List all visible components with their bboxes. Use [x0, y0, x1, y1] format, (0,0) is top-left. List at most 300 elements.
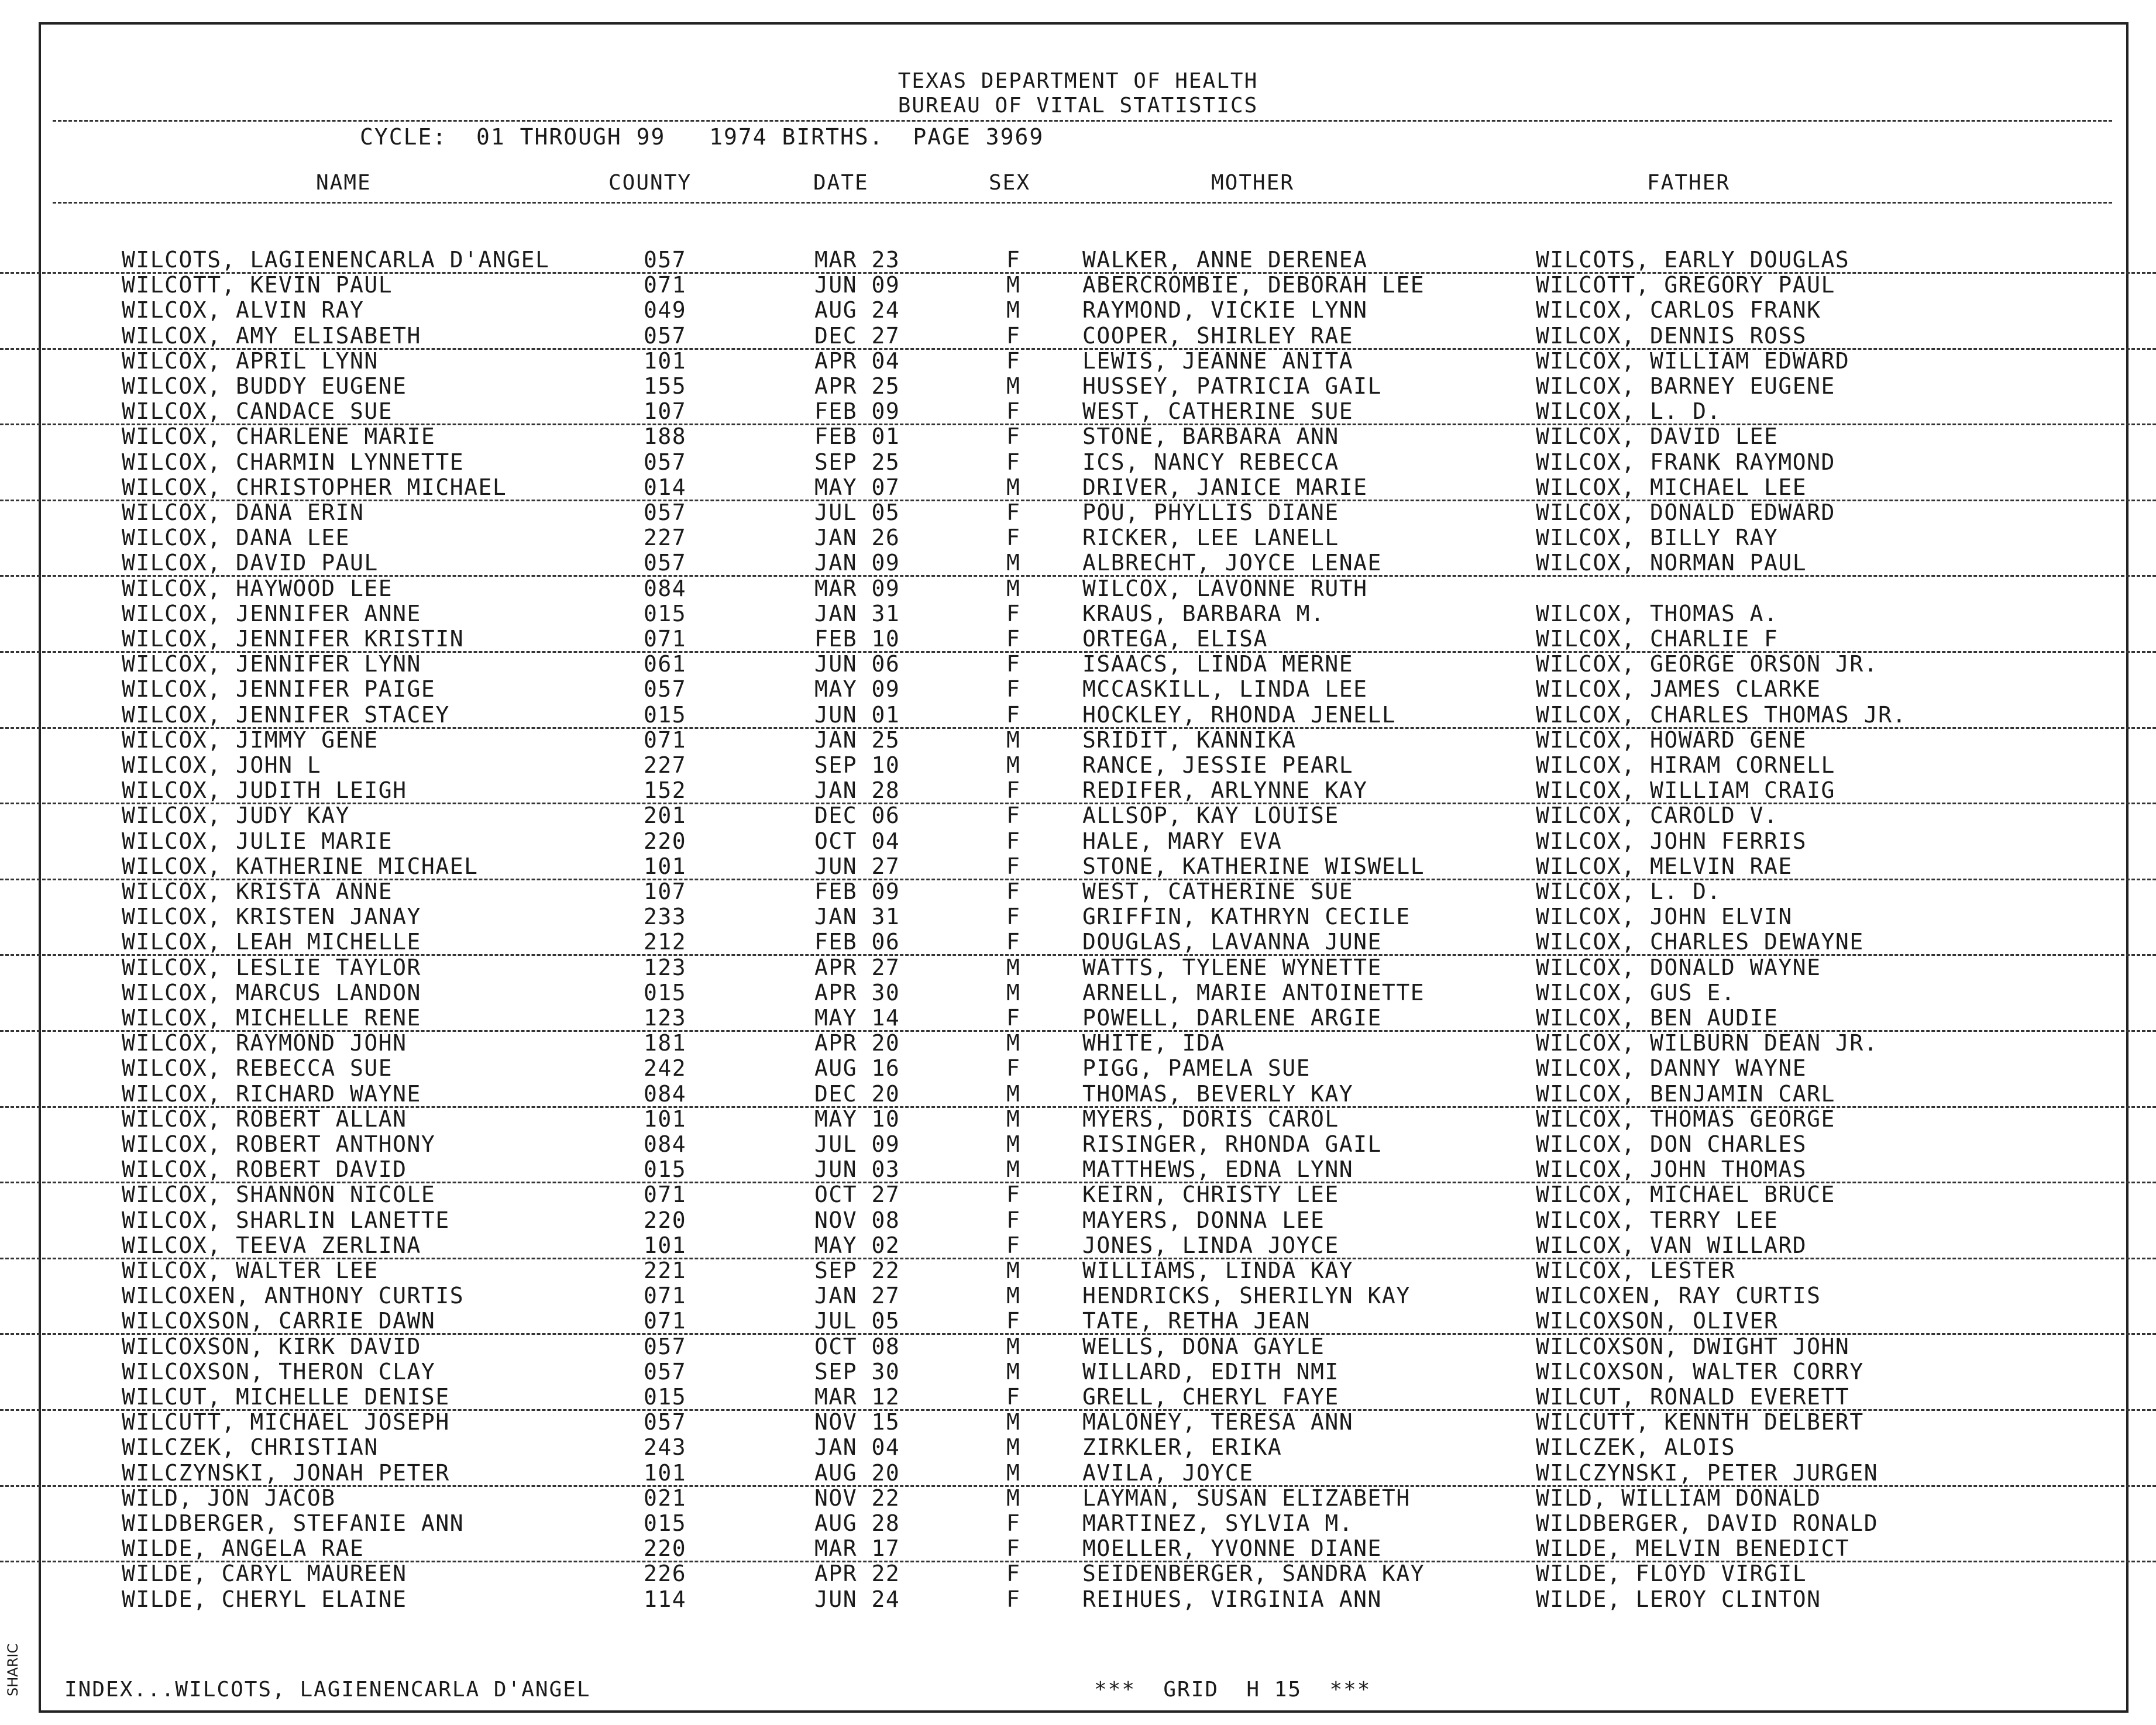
- record-row: [0, 904, 2156, 929]
- record-row: [0, 955, 2156, 980]
- record-sex: F: [1006, 1586, 1021, 1612]
- record-father: WILCOX, GUS E.: [1536, 979, 1736, 1006]
- record-date: JAN 09: [814, 550, 900, 576]
- record-mother: RICKER, LEE LANELL: [1082, 525, 1339, 551]
- record-father: WILCOTS, EARLY DOUGLAS: [1536, 247, 1850, 273]
- record-county: 084: [644, 575, 687, 601]
- record-father: WILCOX, CHARLES THOMAS JR.: [1536, 701, 1907, 728]
- record-sex: F: [1006, 626, 1021, 652]
- record-name: WILCOX, CHARLENE MARIE: [122, 423, 436, 450]
- record-name: WILCOX, JENNIFER STACEY: [122, 701, 450, 728]
- record-county: 114: [644, 1586, 687, 1612]
- record-name: WILCOX, CANDACE SUE: [122, 398, 393, 425]
- record-county: 221: [644, 1258, 687, 1283]
- record-date: JAN 26: [814, 525, 900, 551]
- record-date: DEC 20: [814, 1080, 900, 1107]
- record-name: WILCOX, JENNIFER KRISTIN: [122, 626, 465, 652]
- record-name: WILD, JON JACOB: [122, 1485, 336, 1511]
- record-sex: F: [1006, 1182, 1021, 1208]
- record-mother: REDIFER, ARLYNNE KAY: [1082, 777, 1368, 804]
- record-county: 220: [644, 1207, 687, 1233]
- record-name: WILCZEK, CHRISTIAN: [122, 1434, 379, 1461]
- record-row: [0, 676, 2156, 701]
- record-row: [0, 1182, 2156, 1207]
- record-county: 227: [644, 525, 687, 551]
- record-name: WILCOX, RAYMOND JOHN: [122, 1030, 407, 1056]
- record-mother: ORTEGA, ELISA: [1082, 626, 1268, 652]
- record-name: WILCOX, MARCUS LANDON: [122, 979, 421, 1006]
- record-sex: M: [1006, 1106, 1021, 1132]
- record-row: [0, 272, 2156, 297]
- record-county: 220: [644, 828, 687, 854]
- record-sex: M: [1006, 550, 1021, 576]
- record-date: SEP 22: [814, 1258, 900, 1283]
- record-row: [0, 1005, 2156, 1032]
- index-footer: INDEX...WILCOTS, LAGIENENCARLA D'ANGEL: [64, 1678, 591, 1702]
- record-row: [0, 853, 2156, 880]
- record-father: WILCOX, JOHN FERRIS: [1536, 828, 1807, 854]
- record-mother: WILCOX, LAVONNE RUTH: [1082, 575, 1368, 601]
- record-sex: F: [1006, 1005, 1021, 1031]
- record-father: WILCOX, JOHN ELVIN: [1536, 904, 1793, 930]
- record-father: WILCZYNSKI, PETER JURGEN: [1536, 1459, 1879, 1486]
- record-row: [0, 879, 2156, 904]
- record-mother: POU, PHYLLIS DIANE: [1082, 500, 1339, 525]
- record-name: WILCOXSON, THERON CLAY: [122, 1358, 436, 1385]
- record-county: 212: [644, 929, 687, 955]
- record-row: [0, 1460, 2156, 1487]
- record-county: 015: [644, 1384, 687, 1410]
- record-father: WILCOX, CHARLIE F: [1536, 626, 1779, 652]
- column-header-divider: [53, 202, 2112, 204]
- col-header-date: DATE: [813, 171, 869, 195]
- record-date: JUN 09: [814, 272, 900, 298]
- record-father: WILCOX, MICHAEL LEE: [1536, 474, 1807, 500]
- record-sex: M: [1006, 1459, 1021, 1486]
- col-header-name: NAME: [316, 171, 372, 195]
- record-name: WILCOX, JULIE MARIE: [122, 828, 393, 854]
- record-row: [0, 1081, 2156, 1108]
- record-name: WILCOX, JOHN L: [122, 752, 322, 778]
- record-county: 152: [644, 777, 687, 804]
- record-name: WILCZYNSKI, JONAH PETER: [122, 1459, 450, 1486]
- record-county: 226: [644, 1561, 687, 1587]
- record-name: WILDE, CHERYL ELAINE: [122, 1586, 407, 1612]
- record-sex: F: [1006, 398, 1021, 425]
- record-father: WILCOX, THOMAS GEORGE: [1536, 1106, 1835, 1132]
- record-row: [0, 474, 2156, 501]
- record-name: WILCOX, DANA LEE: [122, 525, 350, 551]
- record-county: 071: [644, 1283, 687, 1309]
- record-row: [0, 348, 2156, 373]
- record-date: MAR 09: [814, 575, 900, 601]
- record-date: APR 04: [814, 347, 900, 374]
- record-county: 057: [644, 1358, 687, 1385]
- col-header-father: FATHER: [1647, 171, 1731, 195]
- record-date: MAR 23: [814, 247, 900, 273]
- record-date: JUN 06: [814, 651, 900, 677]
- record-county: 084: [644, 1131, 687, 1157]
- record-name: WILCOX, JUDITH LEIGH: [122, 777, 407, 804]
- record-mother: LAYMAN, SUSAN ELIZABETH: [1082, 1485, 1411, 1511]
- record-row: [0, 576, 2156, 601]
- record-sex: F: [1006, 929, 1021, 955]
- record-father: WILCOXSON, WALTER CORRY: [1536, 1358, 1864, 1385]
- record-date: JAN 25: [814, 727, 900, 753]
- record-mother: WHITE, IDA: [1082, 1030, 1225, 1056]
- record-county: 101: [644, 1459, 687, 1486]
- record-name: WILCOX, RICHARD WAYNE: [122, 1080, 421, 1107]
- record-date: JAN 31: [814, 904, 900, 930]
- record-sex: F: [1006, 1561, 1021, 1587]
- record-sex: F: [1006, 347, 1021, 374]
- record-sex: F: [1006, 525, 1021, 551]
- record-mother: ZIRKLER, ERIKA: [1082, 1434, 1282, 1461]
- record-father: WILCOX, DONALD WAYNE: [1536, 954, 1821, 980]
- record-father: WILDBERGER, DAVID RONALD: [1536, 1510, 1879, 1536]
- record-date: JUN 03: [814, 1156, 900, 1183]
- record-row: [0, 1535, 2156, 1562]
- record-date: MAR 17: [814, 1535, 900, 1562]
- record-date: SEP 25: [814, 449, 900, 475]
- record-date: APR 27: [814, 954, 900, 980]
- record-date: JAN 31: [814, 600, 900, 626]
- record-name: WILDE, CARYL MAUREEN: [122, 1561, 407, 1587]
- record-row: [0, 777, 2156, 804]
- record-sex: M: [1006, 1409, 1021, 1435]
- record-row: [0, 449, 2156, 474]
- record-sex: F: [1006, 449, 1021, 475]
- record-row: [0, 1510, 2156, 1535]
- record-mother: MATTHEWS, EDNA LYNN: [1082, 1156, 1354, 1183]
- record-county: 123: [644, 1005, 687, 1031]
- record-county: 101: [644, 347, 687, 374]
- record-mother: SRIDIT, KANNIKA: [1082, 727, 1297, 753]
- record-father: WILCOTT, GREGORY PAUL: [1536, 272, 1835, 298]
- col-header-sex: SEX: [989, 171, 1031, 195]
- record-father: WILCOX, WILBURN DEAN JR.: [1536, 1030, 1879, 1056]
- record-mother: JONES, LINDA JOYCE: [1082, 1232, 1339, 1258]
- record-row: [0, 626, 2156, 653]
- record-sex: F: [1006, 1510, 1021, 1536]
- record-name: WILCOX, AMY ELISABETH: [122, 322, 421, 349]
- record-mother: ISAACS, LINDA MERNE: [1082, 651, 1354, 677]
- record-name: WILCUT, MICHELLE DENISE: [122, 1384, 450, 1410]
- record-name: WILCOX, ROBERT ANTHONY: [122, 1131, 436, 1157]
- record-father: WILCOX, LESTER: [1536, 1258, 1736, 1283]
- record-sex: F: [1006, 1384, 1021, 1410]
- record-mother: SEIDENBERGER, SANDRA KAY: [1082, 1561, 1425, 1587]
- record-row: [0, 651, 2156, 676]
- record-county: 015: [644, 600, 687, 626]
- record-sex: F: [1006, 1055, 1021, 1082]
- record-row: [0, 500, 2156, 525]
- record-date: DEC 27: [814, 322, 900, 349]
- record-mother: STONE, BARBARA ANN: [1082, 423, 1339, 450]
- record-row: [0, 1106, 2156, 1131]
- record-county: 220: [644, 1535, 687, 1562]
- record-mother: WILLIAMS, LINDA KAY: [1082, 1258, 1354, 1283]
- record-father: WILCOX, WILLIAM EDWARD: [1536, 347, 1850, 374]
- record-date: JAN 28: [814, 777, 900, 804]
- record-mother: REIHUES, VIRGINIA ANN: [1082, 1586, 1382, 1612]
- record-mother: WATTS, TYLENE WYNETTE: [1082, 954, 1382, 980]
- record-name: WILCOTT, KEVIN PAUL: [122, 272, 393, 298]
- record-row: [0, 1308, 2156, 1335]
- record-sex: F: [1006, 247, 1021, 273]
- record-father: WILCOX, TERRY LEE: [1536, 1207, 1779, 1233]
- record-date: FEB 09: [814, 879, 900, 904]
- record-sex: M: [1006, 1156, 1021, 1183]
- record-date: OCT 04: [814, 828, 900, 854]
- record-name: WILCOX, BUDDY EUGENE: [122, 373, 407, 399]
- record-father: WILCOX, WILLIAM CRAIG: [1536, 777, 1835, 804]
- record-mother: ABERCROMBIE, DEBORAH LEE: [1082, 272, 1425, 298]
- cycle-line: CYCLE: 01 THROUGH 99 1974 BIRTHS. PAGE 3969: [360, 124, 1044, 150]
- record-date: NOV 22: [814, 1485, 900, 1511]
- record-mother: THOMAS, BEVERLY KAY: [1082, 1080, 1354, 1107]
- record-date: FEB 10: [814, 626, 900, 652]
- record-mother: STONE, KATHERINE WISWELL: [1082, 853, 1425, 879]
- record-name: WILCUTT, MICHAEL JOSEPH: [122, 1409, 450, 1435]
- record-name: WILCOX, DANA ERIN: [122, 500, 365, 525]
- record-mother: PIGG, PAMELA SUE: [1082, 1055, 1311, 1082]
- record-father: WILCOXEN, RAY CURTIS: [1536, 1283, 1821, 1309]
- record-mother: COOPER, SHIRLEY RAE: [1082, 322, 1354, 349]
- record-mother: KRAUS, BARBARA M.: [1082, 600, 1325, 626]
- record-county: 057: [644, 676, 687, 703]
- record-father: WILCOXSON, OLIVER: [1536, 1308, 1779, 1334]
- record-father: WILCOX, CHARLES DEWAYNE: [1536, 929, 1864, 955]
- record-row: [0, 1561, 2156, 1586]
- record-father: WILCOX, CARLOS FRANK: [1536, 297, 1821, 323]
- record-date: JUN 27: [814, 853, 900, 879]
- record-date: OCT 27: [814, 1182, 900, 1208]
- record-county: 107: [644, 398, 687, 425]
- record-father: WILCOX, MICHAEL BRUCE: [1536, 1182, 1835, 1208]
- record-date: MAY 07: [814, 474, 900, 500]
- record-father: WILCOX, DAVID LEE: [1536, 423, 1779, 450]
- record-date: OCT 08: [814, 1333, 900, 1359]
- record-sex: M: [1006, 1358, 1021, 1385]
- record-sex: F: [1006, 676, 1021, 703]
- header-bureau: BUREAU OF VITAL STATISTICS: [898, 94, 1258, 118]
- record-mother: RAYMOND, VICKIE LYNN: [1082, 297, 1368, 323]
- record-mother: ALBRECHT, JOYCE LENAE: [1082, 550, 1382, 576]
- record-sex: F: [1006, 1232, 1021, 1258]
- record-father: WILCOX, CAROLD V.: [1536, 803, 1779, 829]
- record-county: 071: [644, 272, 687, 298]
- record-mother: ARNELL, MARIE ANTOINETTE: [1082, 979, 1425, 1006]
- record-mother: POWELL, DARLENE ARGIE: [1082, 1005, 1382, 1031]
- record-row: [0, 1232, 2156, 1259]
- record-county: 101: [644, 1232, 687, 1258]
- record-date: APR 30: [814, 979, 900, 1006]
- col-header-county: COUNTY: [608, 171, 692, 195]
- record-mother: MAYERS, DONNA LEE: [1082, 1207, 1325, 1233]
- record-mother: ALLSOP, KAY LOUISE: [1082, 803, 1339, 829]
- record-row: [0, 803, 2156, 828]
- record-sex: M: [1006, 297, 1021, 323]
- record-row: [0, 1030, 2156, 1055]
- record-date: JUL 05: [814, 500, 900, 525]
- record-sex: M: [1006, 272, 1021, 298]
- record-sex: M: [1006, 474, 1021, 500]
- record-sex: M: [1006, 1333, 1021, 1359]
- record-row: [0, 980, 2156, 1005]
- record-name: WILDBERGER, STEFANIE ANN: [122, 1510, 465, 1536]
- record-row: [0, 1434, 2156, 1459]
- record-father: WILCOX, FRANK RAYMOND: [1536, 449, 1835, 475]
- record-name: WILCOX, DAVID PAUL: [122, 550, 379, 576]
- record-sex: F: [1006, 423, 1021, 450]
- record-county: 107: [644, 879, 687, 904]
- record-county: 201: [644, 803, 687, 829]
- record-date: MAY 09: [814, 676, 900, 703]
- record-county: 181: [644, 1030, 687, 1056]
- record-county: 021: [644, 1485, 687, 1511]
- record-name: WILCOX, SHARLIN LANETTE: [122, 1207, 450, 1233]
- record-father: WILCOX, DANNY WAYNE: [1536, 1055, 1807, 1082]
- record-sex: F: [1006, 1308, 1021, 1334]
- record-date: AUG 20: [814, 1459, 900, 1486]
- record-father: WILCOX, BEN AUDIE: [1536, 1005, 1779, 1031]
- record-row: [0, 1207, 2156, 1232]
- record-father: WILCOX, VAN WILLARD: [1536, 1232, 1807, 1258]
- record-county: 057: [644, 1333, 687, 1359]
- record-father: WILCOX, MELVIN RAE: [1536, 853, 1793, 879]
- record-father: WILCOX, DENNIS ROSS: [1536, 322, 1807, 349]
- record-father: WILCOX, DON CHARLES: [1536, 1131, 1807, 1157]
- record-date: SEP 10: [814, 752, 900, 778]
- record-date: APR 22: [814, 1561, 900, 1587]
- record-county: 071: [644, 626, 687, 652]
- col-header-mother: MOTHER: [1211, 171, 1295, 195]
- record-county: 057: [644, 322, 687, 349]
- record-name: WILCOX, JIMMY GENE: [122, 727, 379, 753]
- record-name: WILCOTS, LAGIENENCARLA D'ANGEL: [122, 247, 550, 273]
- record-mother: WEST, CATHERINE SUE: [1082, 398, 1354, 425]
- record-county: 155: [644, 373, 687, 399]
- record-father: WILCOX, HOWARD GENE: [1536, 727, 1807, 753]
- header-divider: [53, 120, 2112, 122]
- record-sex: M: [1006, 1258, 1021, 1283]
- record-name: WILCOX, JUDY KAY: [122, 803, 350, 829]
- record-date: MAY 02: [814, 1232, 900, 1258]
- record-sex: M: [1006, 1080, 1021, 1107]
- record-mother: MYERS, DORIS CAROL: [1082, 1106, 1339, 1132]
- record-date: JUN 24: [814, 1586, 900, 1612]
- record-sex: F: [1006, 853, 1021, 879]
- record-father: WILCOX, BILLY RAY: [1536, 525, 1779, 551]
- record-row: [0, 601, 2156, 626]
- record-father: WILCZEK, ALOIS: [1536, 1434, 1736, 1461]
- record-row: [0, 525, 2156, 550]
- record-mother: KEIRN, CHRISTY LEE: [1082, 1182, 1339, 1208]
- record-sex: F: [1006, 322, 1021, 349]
- record-father: WILCOXSON, DWIGHT JOHN: [1536, 1333, 1850, 1359]
- record-name: WILCOX, LESLIE TAYLOR: [122, 954, 421, 980]
- record-row: [0, 702, 2156, 729]
- record-mother: WALKER, ANNE DERENEA: [1082, 247, 1368, 273]
- record-row: [0, 752, 2156, 777]
- record-county: 242: [644, 1055, 687, 1082]
- record-sex: M: [1006, 1485, 1021, 1511]
- record-county: 057: [644, 247, 687, 273]
- record-father: WILCOX, JOHN THOMAS: [1536, 1156, 1807, 1183]
- record-name: WILCOX, CHRISTOPHER MICHAEL: [122, 474, 507, 500]
- record-mother: GRIFFIN, KATHRYN CECILE: [1082, 904, 1411, 930]
- record-county: 227: [644, 752, 687, 778]
- record-sex: M: [1006, 979, 1021, 1006]
- record-father: WILDE, LEROY CLINTON: [1536, 1586, 1821, 1612]
- record-mother: RISINGER, RHONDA GAIL: [1082, 1131, 1382, 1157]
- record-row: [0, 1283, 2156, 1308]
- record-county: 015: [644, 701, 687, 728]
- record-date: FEB 06: [814, 929, 900, 955]
- record-date: JUL 09: [814, 1131, 900, 1157]
- record-name: WILCOX, MICHELLE RENE: [122, 1005, 421, 1031]
- record-date: DEC 06: [814, 803, 900, 829]
- record-date: SEP 30: [814, 1358, 900, 1385]
- record-row: [0, 1131, 2156, 1156]
- record-mother: WELLS, DONA GAYLE: [1082, 1333, 1325, 1359]
- record-row: [0, 1258, 2156, 1283]
- side-label: SHARIC: [5, 1643, 21, 1696]
- record-county: 014: [644, 474, 687, 500]
- record-sex: F: [1006, 701, 1021, 728]
- header-agency: TEXAS DEPARTMENT OF HEALTH: [898, 69, 1258, 93]
- record-date: AUG 24: [814, 297, 900, 323]
- record-sex: M: [1006, 373, 1021, 399]
- record-date: NOV 08: [814, 1207, 900, 1233]
- record-row: [0, 1055, 2156, 1080]
- record-county: 123: [644, 954, 687, 980]
- record-row: [0, 1409, 2156, 1434]
- record-mother: MCCASKILL, LINDA LEE: [1082, 676, 1368, 703]
- record-sex: F: [1006, 500, 1021, 525]
- record-row: [0, 1156, 2156, 1183]
- grid-footer: *** GRID H 15 ***: [1094, 1678, 1371, 1702]
- record-name: WILCOX, JENNIFER LYNN: [122, 651, 421, 677]
- record-row: [0, 1334, 2156, 1359]
- record-mother: TATE, RETHA JEAN: [1082, 1308, 1311, 1334]
- record-name: WILDE, ANGELA RAE: [122, 1535, 365, 1562]
- record-county: 071: [644, 1182, 687, 1208]
- record-date: AUG 28: [814, 1510, 900, 1536]
- record-name: WILCOX, KRISTA ANNE: [122, 879, 393, 904]
- record-county: 084: [644, 1080, 687, 1107]
- record-name: WILCOX, ROBERT ALLAN: [122, 1106, 407, 1132]
- record-name: WILCOX, LEAH MICHELLE: [122, 929, 421, 955]
- record-name: WILCOX, ALVIN RAY: [122, 297, 365, 323]
- record-row: [0, 550, 2156, 577]
- record-row: [0, 727, 2156, 752]
- record-row: [0, 828, 2156, 853]
- record-county: 061: [644, 651, 687, 677]
- record-father: WILCOX, BARNEY EUGENE: [1536, 373, 1835, 399]
- record-mother: AVILA, JOYCE: [1082, 1459, 1254, 1486]
- record-date: APR 20: [814, 1030, 900, 1056]
- record-father: WILCOX, BENJAMIN CARL: [1536, 1080, 1835, 1107]
- record-row: [0, 929, 2156, 956]
- record-mother: DRIVER, JANICE MARIE: [1082, 474, 1368, 500]
- record-mother: RANCE, JESSIE PEARL: [1082, 752, 1354, 778]
- record-row: [0, 1359, 2156, 1384]
- record-father: WILDE, MELVIN BENEDICT: [1536, 1535, 1850, 1562]
- record-date: MAR 12: [814, 1384, 900, 1410]
- record-date: AUG 16: [814, 1055, 900, 1082]
